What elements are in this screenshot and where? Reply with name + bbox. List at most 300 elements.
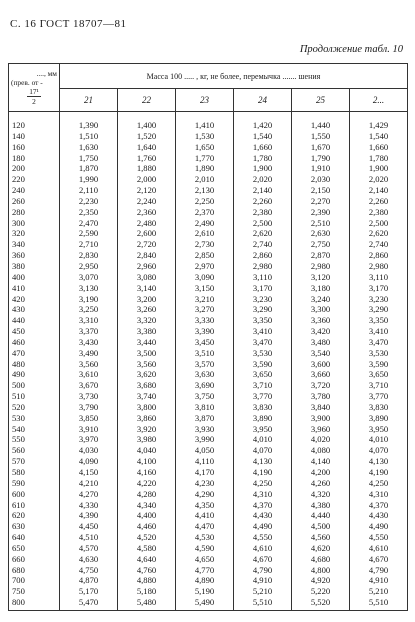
mass-value-cell: 2,270	[292, 196, 350, 207]
mass-value-cell: 1,870	[60, 163, 118, 174]
mass-value-cell: 4,290	[176, 489, 234, 500]
mass-value-cell: 3,410	[350, 326, 408, 337]
mass-value-cell: 3,350	[234, 315, 292, 326]
mass-value-cell: 3,530	[234, 348, 292, 359]
mass-value-cell: 4,350	[176, 500, 234, 511]
table-row	[9, 196, 408, 207]
mass-value-cell: 2,020	[350, 174, 408, 185]
mass-value-cell: 4,050	[176, 445, 234, 456]
mass-value-cell: 4,010	[350, 434, 408, 445]
mass-value-cell: 1,420	[234, 112, 292, 131]
mass-value-cell: 3,500	[118, 348, 176, 359]
row-size-cell: 360	[9, 250, 60, 261]
mass-value-cell: 3,260	[118, 304, 176, 315]
mass-value-cell: 4,310	[350, 489, 408, 500]
table-row	[9, 424, 408, 435]
mass-value-cell: 4,750	[60, 565, 118, 576]
mass-value-cell: 3,360	[292, 315, 350, 326]
mass-value-cell: 4,670	[350, 554, 408, 565]
table-row	[9, 326, 408, 337]
row-size-cell: 560	[9, 445, 60, 456]
mass-value-cell: 4,520	[118, 532, 176, 543]
row-size-cell: 510	[9, 391, 60, 402]
mass-value-cell: 2,740	[350, 239, 408, 250]
row-size-cell: 180	[9, 153, 60, 164]
mass-value-cell: 3,710	[234, 380, 292, 391]
mass-value-cell: 3,320	[118, 315, 176, 326]
mass-value-cell: 3,250	[60, 304, 118, 315]
mass-value-cell: 5,210	[234, 586, 292, 597]
table-row	[9, 597, 408, 610]
row-size-cell: 750	[9, 586, 60, 597]
table-row	[9, 348, 408, 359]
mass-value-cell: 4,150	[60, 467, 118, 478]
mass-value-cell: 3,920	[118, 424, 176, 435]
mass-value-cell: 3,350	[350, 315, 408, 326]
mass-value-cell: 3,650	[350, 369, 408, 380]
mass-value-cell: 1,540	[350, 131, 408, 142]
mass-value-cell: 3,130	[60, 283, 118, 294]
mass-value-cell: 3,310	[60, 315, 118, 326]
table-row	[9, 554, 408, 565]
table-row	[9, 510, 408, 521]
mass-value-cell: 4,220	[118, 478, 176, 489]
mass-value-cell: 3,150	[176, 283, 234, 294]
mass-value-cell: 2,980	[234, 261, 292, 272]
mass-value-cell: 4,470	[176, 521, 234, 532]
mass-value-cell: 3,370	[60, 326, 118, 337]
table-body	[9, 112, 408, 611]
mass-value-cell: 4,380	[292, 500, 350, 511]
mass-value-cell: 1,790	[292, 153, 350, 164]
mass-value-cell: 2,110	[60, 185, 118, 196]
mass-value-cell: 4,910	[350, 575, 408, 586]
mass-value-cell: 3,800	[118, 402, 176, 413]
mass-value-cell: 4,770	[176, 565, 234, 576]
mass-value-cell: 4,560	[292, 532, 350, 543]
row-size-cell: 280	[9, 207, 60, 218]
mass-value-cell: 3,200	[118, 294, 176, 305]
mass-value-cell: 3,110	[234, 272, 292, 283]
mass-value-cell: 1,660	[350, 142, 408, 153]
row-size-cell: 580	[9, 467, 60, 478]
row-size-cell: 630	[9, 521, 60, 532]
mass-value-cell: 3,830	[234, 402, 292, 413]
mass-value-cell: 4,650	[176, 554, 234, 565]
row-size-cell: 400	[9, 272, 60, 283]
table-row	[9, 218, 408, 229]
mass-value-cell: 3,670	[60, 380, 118, 391]
mass-value-cell: 1,440	[292, 112, 350, 131]
mass-value-cell: 2,510	[292, 218, 350, 229]
mass-value-cell: 2,260	[350, 196, 408, 207]
mass-value-cell: 4,910	[234, 575, 292, 586]
mass-value-cell: 5,210	[350, 586, 408, 597]
row-size-cell: 480	[9, 359, 60, 370]
mass-value-cell: 3,900	[292, 413, 350, 424]
mass-value-cell: 3,470	[234, 337, 292, 348]
mass-value-cell: 3,480	[292, 337, 350, 348]
stub-fraction-denominator: 2	[32, 97, 36, 106]
mass-value-cell: 2,970	[176, 261, 234, 272]
mass-value-cell: 3,290	[234, 304, 292, 315]
mass-value-cell: 1,390	[60, 112, 118, 131]
mass-value-cell: 4,320	[292, 489, 350, 500]
mass-value-cell: 4,310	[234, 489, 292, 500]
stub-fraction	[27, 87, 41, 106]
mass-value-cell: 2,260	[234, 196, 292, 207]
table-row	[9, 112, 408, 131]
row-size-cell: 430	[9, 304, 60, 315]
table-row	[9, 337, 408, 348]
mass-value-cell: 4,010	[234, 434, 292, 445]
mass-value-cell: 2,230	[60, 196, 118, 207]
mass-value-cell: 2,150	[292, 185, 350, 196]
table-row	[9, 413, 408, 424]
mass-value-cell: 3,720	[292, 380, 350, 391]
row-size-cell: 140	[9, 131, 60, 142]
mass-value-cell: 1,880	[118, 163, 176, 174]
mass-value-cell: 2,380	[234, 207, 292, 218]
table-row	[9, 142, 408, 153]
mass-value-cell: 3,380	[118, 326, 176, 337]
mass-value-cell: 3,850	[60, 413, 118, 424]
mass-value-cell: 4,370	[234, 500, 292, 511]
mass-value-cell: 4,550	[350, 532, 408, 543]
row-size-cell: 500	[9, 380, 60, 391]
mass-value-cell: 2,010	[176, 174, 234, 185]
mass-value-cell: 3,860	[118, 413, 176, 424]
group-header: Масса 100 ..... , кг, не более, перемычка ....... шения	[60, 64, 408, 89]
row-size-cell: 160	[9, 142, 60, 153]
mass-value-cell: 3,950	[350, 424, 408, 435]
mass-value-cell: 5,190	[176, 586, 234, 597]
mass-value-cell: 3,950	[234, 424, 292, 435]
mass-value-cell: 3,890	[350, 413, 408, 424]
row-size-cell: 380	[9, 261, 60, 272]
mass-value-cell: 3,210	[176, 294, 234, 305]
mass-value-cell: 4,550	[234, 532, 292, 543]
mass-value-cell: 2,140	[350, 185, 408, 196]
mass-value-cell: 2,130	[176, 185, 234, 196]
mass-value-cell: 4,570	[60, 543, 118, 554]
row-size-cell: 260	[9, 196, 60, 207]
mass-value-cell: 1,890	[176, 163, 234, 174]
mass-value-cell: 3,270	[176, 304, 234, 315]
mass-value-cell: 2,710	[60, 239, 118, 250]
mass-value-cell: 1,780	[350, 153, 408, 164]
mass-value-cell: 5,220	[292, 586, 350, 597]
mass-value-cell: 4,130	[350, 456, 408, 467]
row-size-cell: 340	[9, 239, 60, 250]
mass-value-cell: 1,640	[118, 142, 176, 153]
mass-value-cell: 3,430	[60, 337, 118, 348]
mass-value-cell: 3,840	[292, 402, 350, 413]
mass-value-cell: 1,650	[176, 142, 234, 153]
table-row	[9, 575, 408, 586]
row-size-cell: 550	[9, 434, 60, 445]
mass-value-cell: 4,080	[292, 445, 350, 456]
table-row	[9, 369, 408, 380]
mass-value-cell: 4,430	[234, 510, 292, 521]
mass-value-cell: 4,890	[176, 575, 234, 586]
mass-value-cell: 4,140	[292, 456, 350, 467]
row-size-cell: 660	[9, 554, 60, 565]
mass-value-cell: 4,410	[176, 510, 234, 521]
mass-value-cell: 4,230	[176, 478, 234, 489]
row-size-cell: 420	[9, 294, 60, 305]
mass-value-cell: 3,990	[176, 434, 234, 445]
mass-value-cell: 2,140	[234, 185, 292, 196]
mass-value-cell: 3,770	[234, 391, 292, 402]
mass-value-cell: 1,990	[60, 174, 118, 185]
mass-value-cell: 2,730	[176, 239, 234, 250]
mass-value-cell: 4,100	[118, 456, 176, 467]
table-row	[9, 304, 408, 315]
mass-value-cell: 1,750	[60, 153, 118, 164]
mass-value-cell: 3,470	[350, 337, 408, 348]
mass-value-cell: 4,640	[118, 554, 176, 565]
mass-value-cell: 3,600	[292, 359, 350, 370]
mass-value-cell: 3,240	[292, 294, 350, 305]
mass-value-cell: 2,830	[60, 250, 118, 261]
row-size-cell: 540	[9, 424, 60, 435]
mass-value-cell: 5,170	[60, 586, 118, 597]
row-size-cell: 220	[9, 174, 60, 185]
mass-value-cell: 2,590	[60, 228, 118, 239]
column-header: 22	[118, 89, 176, 112]
row-size-cell: 470	[9, 348, 60, 359]
mass-value-cell: 3,810	[176, 402, 234, 413]
mass-value-cell: 4,020	[292, 434, 350, 445]
mass-value-cell: 3,170	[350, 283, 408, 294]
column-header: 2...	[350, 89, 408, 112]
mass-value-cell: 3,190	[60, 294, 118, 305]
mass-value-cell: 3,530	[350, 348, 408, 359]
table-row	[9, 207, 408, 218]
mass-value-cell: 3,070	[60, 272, 118, 283]
mass-value-cell: 3,690	[176, 380, 234, 391]
mass-value-cell: 4,190	[350, 467, 408, 478]
mass-value-cell: 2,470	[60, 218, 118, 229]
table-row	[9, 174, 408, 185]
mass-value-cell: 4,510	[60, 532, 118, 543]
row-size-cell: 440	[9, 315, 60, 326]
mass-value-cell: 2,860	[350, 250, 408, 261]
mass-value-cell: 3,330	[176, 315, 234, 326]
mass-value-cell: 4,630	[60, 554, 118, 565]
stub-header-line2: (прев. от -	[11, 78, 43, 87]
mass-value-cell: 4,190	[234, 467, 292, 478]
row-size-cell: 800	[9, 597, 60, 610]
mass-value-cell: 3,620	[118, 369, 176, 380]
mass-value-cell: 3,590	[350, 359, 408, 370]
mass-value-cell: 1,429	[350, 112, 408, 131]
mass-value-cell: 4,430	[350, 510, 408, 521]
mass-value-cell: 3,230	[350, 294, 408, 305]
row-size-cell: 570	[9, 456, 60, 467]
mass-value-cell: 3,560	[60, 359, 118, 370]
row-size-cell: 450	[9, 326, 60, 337]
column-header-row	[9, 89, 408, 112]
mass-value-cell: 4,680	[292, 554, 350, 565]
mass-value-cell: 2,240	[118, 196, 176, 207]
mass-value-cell: 3,230	[234, 294, 292, 305]
table-row	[9, 445, 408, 456]
mass-value-cell: 3,290	[350, 304, 408, 315]
mass-value-cell: 3,740	[118, 391, 176, 402]
column-header: 24	[234, 89, 292, 112]
mass-value-cell: 1,400	[118, 112, 176, 131]
row-size-cell: 700	[9, 575, 60, 586]
mass-value-cell: 3,750	[176, 391, 234, 402]
mass-value-cell: 3,110	[350, 272, 408, 283]
table-row	[9, 283, 408, 294]
column-header: 23	[176, 89, 234, 112]
table-row	[9, 153, 408, 164]
mass-value-cell: 3,630	[176, 369, 234, 380]
mass-value-cell: 2,370	[176, 207, 234, 218]
mass-value-cell: 4,170	[176, 467, 234, 478]
mass-value-cell: 2,000	[118, 174, 176, 185]
mass-value-cell: 4,500	[292, 521, 350, 532]
mass-value-cell: 4,880	[118, 575, 176, 586]
table-row	[9, 543, 408, 554]
row-size-cell: 120	[9, 112, 60, 131]
mass-value-cell: 4,130	[234, 456, 292, 467]
mass-value-cell: 2,380	[350, 207, 408, 218]
mass-value-cell: 3,080	[118, 272, 176, 283]
row-size-cell: 680	[9, 565, 60, 576]
mass-value-cell: 4,280	[118, 489, 176, 500]
mass-value-cell: 4,340	[118, 500, 176, 511]
mass-value-cell: 3,680	[118, 380, 176, 391]
mass-value-cell: 2,960	[118, 261, 176, 272]
table-row	[9, 131, 408, 142]
row-size-cell: 520	[9, 402, 60, 413]
mass-value-cell: 4,530	[176, 532, 234, 543]
table-row	[9, 467, 408, 478]
row-size-cell: 620	[9, 510, 60, 521]
table-continuation-label: Продолжение табл. 10	[299, 44, 403, 55]
mass-value-cell: 2,980	[350, 261, 408, 272]
table-row	[9, 185, 408, 196]
table-row	[9, 500, 408, 511]
mass-value-cell: 2,870	[292, 250, 350, 261]
table-row	[9, 359, 408, 370]
mass-value-cell: 1,510	[60, 131, 118, 142]
mass-value-cell: 1,540	[234, 131, 292, 142]
mass-value-cell: 4,370	[350, 500, 408, 511]
mass-value-cell: 2,360	[118, 207, 176, 218]
mass-value-cell: 4,800	[292, 565, 350, 576]
mass-value-cell: 3,780	[292, 391, 350, 402]
mass-value-cell: 3,490	[60, 348, 118, 359]
mass-value-cell: 3,120	[292, 272, 350, 283]
mass-value-cell: 3,770	[350, 391, 408, 402]
mass-value-cell: 3,660	[292, 369, 350, 380]
table-row	[9, 380, 408, 391]
column-header: 25	[292, 89, 350, 112]
row-size-cell: 650	[9, 543, 60, 554]
mass-value-cell: 5,470	[60, 597, 118, 610]
table-row	[9, 434, 408, 445]
mass-value-cell: 4,790	[350, 565, 408, 576]
mass-value-cell: 4,870	[60, 575, 118, 586]
mass-value-cell: 5,520	[292, 597, 350, 610]
mass-value-cell: 2,980	[292, 261, 350, 272]
weight-table	[8, 63, 408, 611]
mass-value-cell: 3,610	[60, 369, 118, 380]
mass-value-cell: 4,070	[234, 445, 292, 456]
mass-value-cell: 3,790	[60, 402, 118, 413]
stub-header-line1: ...., мм	[36, 69, 57, 78]
mass-value-cell: 5,480	[118, 597, 176, 610]
table-row	[9, 239, 408, 250]
mass-value-cell: 3,970	[60, 434, 118, 445]
mass-value-cell: 1,770	[176, 153, 234, 164]
mass-value-cell: 4,160	[118, 467, 176, 478]
row-size-cell: 320	[9, 228, 60, 239]
mass-value-cell: 1,900	[234, 163, 292, 174]
mass-value-cell: 4,590	[176, 543, 234, 554]
stub-header	[9, 64, 60, 112]
table-row	[9, 402, 408, 413]
table-row	[9, 532, 408, 543]
mass-value-cell: 4,610	[350, 543, 408, 554]
mass-value-cell: 2,500	[234, 218, 292, 229]
mass-value-cell: 3,710	[350, 380, 408, 391]
row-size-cell: 200	[9, 163, 60, 174]
table-row	[9, 294, 408, 305]
mass-value-cell: 1,410	[176, 112, 234, 131]
mass-value-cell: 4,200	[292, 467, 350, 478]
mass-value-cell: 4,090	[60, 456, 118, 467]
row-size-cell: 240	[9, 185, 60, 196]
mass-value-cell: 3,540	[292, 348, 350, 359]
mass-value-cell: 4,490	[350, 521, 408, 532]
row-size-cell: 490	[9, 369, 60, 380]
mass-value-cell: 4,210	[60, 478, 118, 489]
mass-value-cell: 3,930	[176, 424, 234, 435]
mass-value-cell: 2,620	[350, 228, 408, 239]
mass-value-cell: 1,630	[60, 142, 118, 153]
mass-value-cell: 3,090	[176, 272, 234, 283]
mass-value-cell: 2,500	[350, 218, 408, 229]
mass-value-cell: 2,620	[234, 228, 292, 239]
table-row	[9, 228, 408, 239]
mass-value-cell: 3,420	[292, 326, 350, 337]
mass-value-cell: 2,950	[60, 261, 118, 272]
mass-value-cell: 4,330	[60, 500, 118, 511]
mass-value-cell: 3,560	[118, 359, 176, 370]
mass-value-cell: 4,250	[234, 478, 292, 489]
row-size-cell: 460	[9, 337, 60, 348]
mass-value-cell: 4,440	[292, 510, 350, 521]
mass-value-cell: 4,920	[292, 575, 350, 586]
mass-value-cell: 5,490	[176, 597, 234, 610]
mass-value-cell: 4,610	[234, 543, 292, 554]
mass-value-cell: 3,450	[176, 337, 234, 348]
mass-value-cell: 5,510	[234, 597, 292, 610]
mass-value-cell: 4,670	[234, 554, 292, 565]
table-row	[9, 250, 408, 261]
mass-value-cell: 5,510	[350, 597, 408, 610]
mass-value-cell: 3,870	[176, 413, 234, 424]
row-size-cell: 610	[9, 500, 60, 511]
mass-value-cell: 4,450	[60, 521, 118, 532]
mass-value-cell: 4,460	[118, 521, 176, 532]
